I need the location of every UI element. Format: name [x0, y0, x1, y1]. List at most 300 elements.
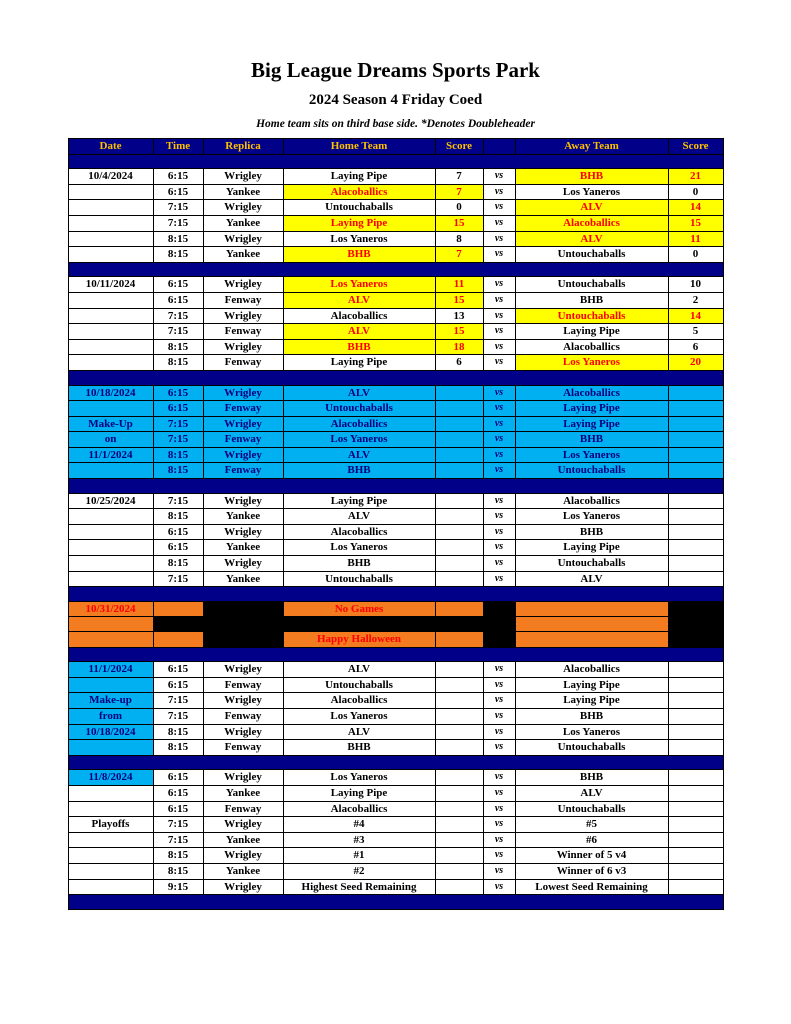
home-team-cell: Alacoballics: [283, 693, 435, 709]
home-score-cell: [435, 740, 483, 756]
replica-cell: Fenway: [203, 677, 283, 693]
separator-bar: [68, 647, 723, 662]
replica-cell: Wrigley: [203, 447, 283, 463]
home-score-cell: 7: [435, 184, 483, 200]
away-score-cell: [668, 617, 723, 632]
vs-cell: vs: [483, 277, 515, 293]
date-cell: 10/31/2024: [68, 601, 153, 617]
away-score-cell: [668, 708, 723, 724]
away-team-cell: Untouchaballs: [515, 308, 668, 324]
replica-cell: Wrigley: [203, 169, 283, 185]
home-score-cell: 6: [435, 355, 483, 371]
date-cell: [68, 324, 153, 340]
away-score-cell: [668, 556, 723, 572]
home-score-cell: [435, 432, 483, 448]
away-score-cell: 15: [668, 215, 723, 231]
replica-cell: Wrigley: [203, 848, 283, 864]
time-cell: 6:15: [153, 785, 203, 801]
home-score-cell: [435, 879, 483, 895]
home-score-cell: [435, 832, 483, 848]
date-cell: on: [68, 432, 153, 448]
schedule-table: [68, 138, 724, 910]
time-cell: 7:15: [153, 817, 203, 833]
date-cell: [68, 292, 153, 308]
separator-bar: [68, 895, 723, 910]
date-cell: [68, 879, 153, 895]
home-score-cell: [435, 632, 483, 648]
game-row: [68, 401, 723, 417]
away-score-cell: [668, 724, 723, 740]
home-score-cell: [435, 863, 483, 879]
date-cell: [68, 184, 153, 200]
game-row: [68, 601, 723, 617]
replica-cell: Fenway: [203, 740, 283, 756]
home-team-cell: Laying Pipe: [283, 355, 435, 371]
time-cell: 8:15: [153, 848, 203, 864]
time-cell: 8:15: [153, 339, 203, 355]
time-cell: 6:15: [153, 292, 203, 308]
vs-cell: vs: [483, 447, 515, 463]
home-team-cell: Los Yaneros: [283, 277, 435, 293]
vs-cell: vs: [483, 308, 515, 324]
date-cell: [68, 832, 153, 848]
home-team-cell: Alacoballics: [283, 801, 435, 817]
replica-cell: Fenway: [203, 708, 283, 724]
away-score-cell: [668, 848, 723, 864]
replica-cell: Wrigley: [203, 493, 283, 509]
date-cell: 10/4/2024: [68, 169, 153, 185]
vs-cell: vs: [483, 385, 515, 401]
home-score-cell: [435, 785, 483, 801]
col-header-3-home-team: Home Team: [283, 139, 435, 155]
game-row: [68, 540, 723, 556]
replica-cell: Wrigley: [203, 308, 283, 324]
home-score-cell: 7: [435, 247, 483, 263]
away-team-cell: BHB: [515, 292, 668, 308]
away-score-cell: 11: [668, 231, 723, 247]
time-cell: 7:15: [153, 493, 203, 509]
game-row: [68, 848, 723, 864]
date-cell: [68, 848, 153, 864]
home-team-cell: ALV: [283, 447, 435, 463]
home-score-cell: [435, 817, 483, 833]
vs-cell: vs: [483, 863, 515, 879]
vs-cell: vs: [483, 200, 515, 216]
home-team-cell: BHB: [283, 463, 435, 479]
home-team-cell: Alacoballics: [283, 524, 435, 540]
vs-cell: vs: [483, 879, 515, 895]
date-cell: 10/25/2024: [68, 493, 153, 509]
separator-row: [68, 895, 723, 910]
game-row: [68, 277, 723, 293]
away-score-cell: [668, 770, 723, 786]
game-row: [68, 200, 723, 216]
away-score-cell: [668, 571, 723, 587]
page-note: Home team sits on third base side. *Denotes Doubleheader: [256, 118, 535, 130]
away-team-cell: BHB: [515, 524, 668, 540]
away-score-cell: [668, 677, 723, 693]
game-row: [68, 463, 723, 479]
replica-cell: Wrigley: [203, 770, 283, 786]
time-cell: 6:15: [153, 184, 203, 200]
replica-cell: Yankee: [203, 215, 283, 231]
vs-cell: vs: [483, 801, 515, 817]
game-row: [68, 169, 723, 185]
date-cell: [68, 524, 153, 540]
time-cell: 7:15: [153, 308, 203, 324]
game-row: [68, 308, 723, 324]
home-team-cell: BHB: [283, 556, 435, 572]
home-score-cell: [435, 540, 483, 556]
replica-cell: Yankee: [203, 571, 283, 587]
vs-cell: vs: [483, 770, 515, 786]
away-team-cell: Alacoballics: [515, 662, 668, 678]
home-team-cell: Laying Pipe: [283, 215, 435, 231]
date-cell: [68, 463, 153, 479]
game-row: [68, 724, 723, 740]
time-cell: 8:15: [153, 447, 203, 463]
home-team-cell: BHB: [283, 339, 435, 355]
away-score-cell: [668, 540, 723, 556]
game-row: [68, 832, 723, 848]
away-score-cell: [668, 601, 723, 617]
date-cell: 11/1/2024: [68, 447, 153, 463]
home-score-cell: [435, 493, 483, 509]
date-cell: [68, 200, 153, 216]
separator-row: [68, 262, 723, 277]
replica-cell: Yankee: [203, 509, 283, 525]
replica-cell: Fenway: [203, 463, 283, 479]
vs-cell: vs: [483, 740, 515, 756]
away-team-cell: Alacoballics: [515, 493, 668, 509]
home-team-cell: Untouchaballs: [283, 677, 435, 693]
vs-cell: vs: [483, 493, 515, 509]
home-team-cell: Alacoballics: [283, 416, 435, 432]
away-team-cell: BHB: [515, 169, 668, 185]
game-row: [68, 184, 723, 200]
game-row: [68, 324, 723, 340]
date-cell: [68, 556, 153, 572]
time-cell: [153, 601, 203, 617]
date-cell: [68, 571, 153, 587]
replica-cell: Fenway: [203, 292, 283, 308]
home-team-cell: Alacoballics: [283, 308, 435, 324]
page-header: [0, 0, 791, 130]
away-score-cell: [668, 401, 723, 417]
separator-row: [68, 587, 723, 602]
date-cell: [68, 308, 153, 324]
vs-cell: vs: [483, 817, 515, 833]
away-score-cell: [668, 740, 723, 756]
game-row: [68, 432, 723, 448]
replica-cell: [203, 601, 283, 617]
game-row: [68, 693, 723, 709]
vs-cell: vs: [483, 708, 515, 724]
away-team-cell: Laying Pipe: [515, 540, 668, 556]
date-cell: [68, 801, 153, 817]
home-score-cell: [435, 617, 483, 632]
home-score-cell: [435, 571, 483, 587]
time-cell: 6:15: [153, 169, 203, 185]
separator-bar: [68, 262, 723, 277]
replica-cell: Fenway: [203, 324, 283, 340]
time-cell: 7:15: [153, 432, 203, 448]
away-team-cell: [515, 632, 668, 648]
replica-cell: Wrigley: [203, 724, 283, 740]
vs-cell: vs: [483, 848, 515, 864]
date-cell: 11/1/2024: [68, 662, 153, 678]
home-score-cell: [435, 447, 483, 463]
away-score-cell: 21: [668, 169, 723, 185]
vs-cell: vs: [483, 247, 515, 263]
vs-cell: vs: [483, 571, 515, 587]
away-team-cell: [515, 617, 668, 632]
vs-cell: [483, 601, 515, 617]
away-team-cell: Untouchaballs: [515, 463, 668, 479]
replica-cell: [203, 632, 283, 648]
date-cell: 10/18/2024: [68, 724, 153, 740]
time-cell: 8:15: [153, 463, 203, 479]
time-cell: 7:15: [153, 571, 203, 587]
away-team-cell: BHB: [515, 770, 668, 786]
away-team-cell: ALV: [515, 200, 668, 216]
home-score-cell: 15: [435, 324, 483, 340]
time-cell: 6:15: [153, 801, 203, 817]
away-score-cell: 0: [668, 184, 723, 200]
game-row: [68, 571, 723, 587]
home-score-cell: [435, 693, 483, 709]
separator-bar: [68, 154, 723, 169]
home-score-cell: [435, 662, 483, 678]
away-score-cell: [668, 509, 723, 525]
away-team-cell: Lowest Seed Remaining: [515, 879, 668, 895]
away-team-cell: Alacoballics: [515, 385, 668, 401]
separator-bar: [68, 587, 723, 602]
replica-cell: Yankee: [203, 540, 283, 556]
away-team-cell: ALV: [515, 785, 668, 801]
replica-cell: Wrigley: [203, 817, 283, 833]
game-row: [68, 524, 723, 540]
away-score-cell: 6: [668, 339, 723, 355]
away-score-cell: [668, 863, 723, 879]
date-cell: [68, 677, 153, 693]
vs-cell: vs: [483, 215, 515, 231]
home-team-cell: Untouchaballs: [283, 401, 435, 417]
time-cell: 6:15: [153, 770, 203, 786]
col-header-5-vs: [483, 139, 515, 155]
time-cell: 9:15: [153, 879, 203, 895]
away-score-cell: [668, 385, 723, 401]
replica-cell: Yankee: [203, 832, 283, 848]
vs-cell: vs: [483, 416, 515, 432]
away-team-cell: Untouchaballs: [515, 247, 668, 263]
time-cell: 6:15: [153, 677, 203, 693]
home-team-cell: Laying Pipe: [283, 785, 435, 801]
time-cell: 7:15: [153, 708, 203, 724]
game-row: [68, 556, 723, 572]
game-row: [68, 231, 723, 247]
vs-cell: vs: [483, 724, 515, 740]
replica-cell: Wrigley: [203, 416, 283, 432]
home-team-cell: BHB: [283, 740, 435, 756]
away-team-cell: Los Yaneros: [515, 355, 668, 371]
col-header-2-replica: Replica: [203, 139, 283, 155]
col-header-6-away-team: Away Team: [515, 139, 668, 155]
home-team-cell: BHB: [283, 247, 435, 263]
away-score-cell: [668, 632, 723, 648]
home-team-cell: Laying Pipe: [283, 169, 435, 185]
header-row: [68, 139, 723, 155]
home-score-cell: [435, 463, 483, 479]
replica-cell: Wrigley: [203, 339, 283, 355]
home-team-cell: Alacoballics: [283, 184, 435, 200]
vs-cell: vs: [483, 231, 515, 247]
date-cell: [68, 863, 153, 879]
date-cell: [68, 247, 153, 263]
away-team-cell: Laying Pipe: [515, 416, 668, 432]
away-score-cell: [668, 432, 723, 448]
replica-cell: Fenway: [203, 355, 283, 371]
home-team-cell: ALV: [283, 724, 435, 740]
game-row: [68, 662, 723, 678]
away-team-cell: ALV: [515, 231, 668, 247]
home-score-cell: [435, 724, 483, 740]
time-cell: 8:15: [153, 231, 203, 247]
game-row: [68, 708, 723, 724]
home-team-cell: Laying Pipe: [283, 493, 435, 509]
home-score-cell: [435, 509, 483, 525]
away-team-cell: ALV: [515, 571, 668, 587]
home-score-cell: [435, 601, 483, 617]
replica-cell: Wrigley: [203, 385, 283, 401]
time-cell: 6:15: [153, 401, 203, 417]
time-cell: [153, 617, 203, 632]
away-score-cell: [668, 785, 723, 801]
vs-cell: vs: [483, 324, 515, 340]
game-row: [68, 677, 723, 693]
col-header-1-time: Time: [153, 139, 203, 155]
replica-cell: Yankee: [203, 247, 283, 263]
time-cell: 6:15: [153, 540, 203, 556]
away-score-cell: 14: [668, 200, 723, 216]
away-score-cell: [668, 493, 723, 509]
separator-row: [68, 647, 723, 662]
date-cell: [68, 540, 153, 556]
game-row: [68, 863, 723, 879]
home-team-cell: [283, 617, 435, 632]
time-cell: 6:15: [153, 277, 203, 293]
away-team-cell: Laying Pipe: [515, 677, 668, 693]
away-score-cell: [668, 416, 723, 432]
home-score-cell: 0: [435, 200, 483, 216]
replica-cell: Wrigley: [203, 556, 283, 572]
page-subtitle: 2024 Season 4 Friday Coed: [308, 92, 483, 108]
home-team-cell: Untouchaballs: [283, 571, 435, 587]
date-cell: 11/8/2024: [68, 770, 153, 786]
vs-cell: vs: [483, 169, 515, 185]
vs-cell: vs: [483, 677, 515, 693]
home-score-cell: [435, 708, 483, 724]
separator-row: [68, 154, 723, 169]
time-cell: 8:15: [153, 863, 203, 879]
home-team-cell: ALV: [283, 509, 435, 525]
time-cell: 7:15: [153, 200, 203, 216]
home-score-cell: [435, 848, 483, 864]
away-team-cell: Laying Pipe: [515, 401, 668, 417]
away-score-cell: [668, 447, 723, 463]
date-cell: [68, 617, 153, 632]
game-row: [68, 355, 723, 371]
date-cell: [68, 740, 153, 756]
replica-cell: Yankee: [203, 184, 283, 200]
replica-cell: Wrigley: [203, 879, 283, 895]
home-team-cell: ALV: [283, 662, 435, 678]
vs-cell: vs: [483, 785, 515, 801]
vs-cell: vs: [483, 693, 515, 709]
away-score-cell: 10: [668, 277, 723, 293]
away-team-cell: Alacoballics: [515, 215, 668, 231]
separator-row: [68, 479, 723, 494]
replica-cell: Wrigley: [203, 231, 283, 247]
replica-cell: Wrigley: [203, 200, 283, 216]
home-score-cell: 18: [435, 339, 483, 355]
date-cell: Make-Up: [68, 416, 153, 432]
date-cell: Playoffs: [68, 817, 153, 833]
date-cell: Make-up: [68, 693, 153, 709]
away-team-cell: Los Yaneros: [515, 447, 668, 463]
separator-row: [68, 370, 723, 385]
away-score-cell: 14: [668, 308, 723, 324]
vs-cell: vs: [483, 662, 515, 678]
away-score-cell: 20: [668, 355, 723, 371]
away-team-cell: Untouchaballs: [515, 277, 668, 293]
col-header-0-date: Date: [68, 139, 153, 155]
vs-cell: vs: [483, 524, 515, 540]
away-score-cell: 0: [668, 247, 723, 263]
game-row: [68, 632, 723, 648]
vs-cell: vs: [483, 540, 515, 556]
home-team-cell: Los Yaneros: [283, 231, 435, 247]
time-cell: 6:15: [153, 385, 203, 401]
away-score-cell: 5: [668, 324, 723, 340]
home-team-cell: #1: [283, 848, 435, 864]
away-team-cell: Los Yaneros: [515, 724, 668, 740]
home-score-cell: [435, 677, 483, 693]
separator-bar: [68, 370, 723, 385]
home-score-cell: 11: [435, 277, 483, 293]
home-team-cell: ALV: [283, 385, 435, 401]
col-header-7-score: Score: [668, 139, 723, 155]
replica-cell: [203, 617, 283, 632]
game-row: [68, 509, 723, 525]
home-team-cell: Happy Halloween: [283, 632, 435, 648]
away-team-cell: Los Yaneros: [515, 184, 668, 200]
away-team-cell: Untouchaballs: [515, 740, 668, 756]
game-row: [68, 292, 723, 308]
game-row: [68, 416, 723, 432]
home-team-cell: ALV: [283, 292, 435, 308]
home-team-cell: No Games: [283, 601, 435, 617]
vs-cell: vs: [483, 184, 515, 200]
away-score-cell: [668, 832, 723, 848]
home-score-cell: [435, 524, 483, 540]
home-score-cell: [435, 770, 483, 786]
date-cell: [68, 355, 153, 371]
game-row: [68, 879, 723, 895]
date-cell: 10/18/2024: [68, 385, 153, 401]
home-team-cell: Los Yaneros: [283, 770, 435, 786]
away-team-cell: Untouchaballs: [515, 801, 668, 817]
